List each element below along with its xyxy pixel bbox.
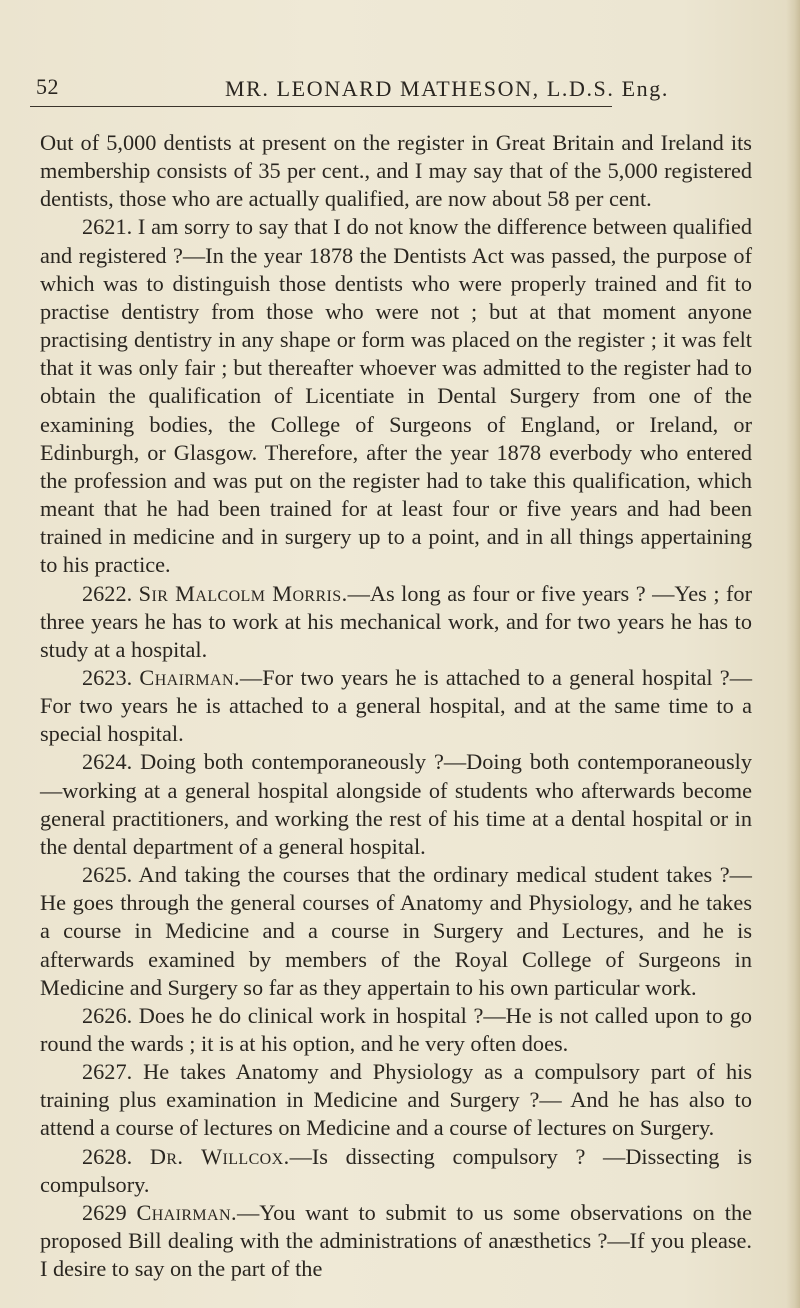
paragraph-2624: [40, 748, 752, 861]
paragraph-text: I am sorry to say that I do not know the difference between qualified and registered ?—In the year 1878 the Dentists Act was passed, the purpose of which was to distinguish those dentists who were properly trained and fit to practise dentistry from those who were not ; but at that moment anyone practising dentistry in any shape or form was placed on the register ; it was felt that it was only fair ; but thereafter whoever was admitted to the register had to obtain the qualification of Licentiate in Dental Surgery from one of the examining bodies, the College of Surgeons of England, or Ireland, or Edinburgh, or Glasgow. Therefore, after the year 1878 everbody who entered the profession and was put on the register had to take this qualification, which meant that he had been trained for at least four or five years and had been trained in medicine and in surgery up to a point, and in all things appertaining to his practice.: [40, 214, 753, 578]
paragraph-2622: [40, 580, 752, 664]
paragraph-text: And taking the courses that the ordinary medical student takes ?—He goes through the general courses of Anatomy and Physiology, and he takes a course in Medicine and a course in Surgery and Lectures, and he is afterwards examined by members of the Royal College of Surgeons in Medicine and Surgery so far as they appertain to his own particular work.: [40, 862, 752, 1000]
paragraph-2625: [40, 861, 752, 1002]
question-number: 2629: [82, 1199, 127, 1225]
paragraph-2623: [40, 664, 752, 748]
question-number: 2622.: [82, 580, 133, 606]
paragraph-2621: [40, 213, 752, 579]
paragraph-text: He takes Anatomy and Physiology as a compulsory part of his training plus examination in Medicine and Surgery ?— And he has also to attend a course of lectures on Medicine and a course of lectures on Surgery.: [40, 1059, 752, 1141]
paragraph-2626: [40, 1002, 752, 1058]
speaker-name: Chairman.: [136, 1199, 237, 1225]
paragraph-text: —As long as four or five years ? —Yes ; for three years he has to work at his mechanical work, and for two years he has to study at a hospital.: [40, 580, 752, 662]
question-number: 2627.: [82, 1059, 133, 1085]
page-number: 52: [36, 74, 59, 99]
question-number: 2623.: [82, 664, 133, 690]
question-number: 2621.: [82, 214, 133, 240]
running-head: MR. LEONARD MATHESON, L.D.S. Eng.: [225, 76, 669, 101]
paragraph-text: Does he do clinical work in hospital ?—He is not called upon to go round the wards ; it is at his option, and he very often does.: [40, 1002, 752, 1056]
paragraph-text: —For two years he is attached to a general hospital ?—For two years he is attached to a general hospital, and at the same time to a special hospital.: [40, 664, 752, 747]
paragraph-text: —You want to submit to us some observations on the proposed Bill dealing with the administrations of anæsthetics ?—If you please. I desire to say on the part of the: [40, 1199, 752, 1282]
speaker-name: Dr. Willcox.: [149, 1143, 290, 1169]
paragraph-intro: [40, 129, 752, 213]
paragraph-text: Out of 5,000 dentists at present on the register in Great Britain and Ireland its membership consists of 35 per cent., and I may say that of the 5,000 registered dentists, those who are actually qualified, are now about 58 per cent.: [40, 130, 752, 212]
question-number: 2628.: [82, 1143, 133, 1169]
paragraph-text: —Is dissecting compulsory ? —Dissecting is compulsory.: [40, 1143, 752, 1197]
paragraph-2628: [40, 1143, 752, 1199]
speaker-name: Chairman.: [139, 664, 240, 690]
paragraph-2627: [40, 1058, 752, 1142]
speaker-name: Sir Malcolm Morris.: [138, 580, 348, 606]
page-edge-shadow: [786, 0, 800, 1308]
header-rule: [30, 106, 612, 107]
paragraph-text: Doing both contemporaneously ?—Doing both contemporaneously—working at a general hospital alongside of students who afterwards become general practitioners, and working the rest of his time at a dental hospital or in the dental department of a general hospital.: [40, 749, 753, 859]
question-number: 2625.: [82, 862, 133, 888]
question-number: 2626.: [82, 1002, 133, 1028]
question-number: 2624.: [82, 749, 133, 775]
body-text: [40, 129, 752, 1283]
paragraph-2629: [40, 1199, 752, 1283]
page-header: [30, 74, 750, 108]
